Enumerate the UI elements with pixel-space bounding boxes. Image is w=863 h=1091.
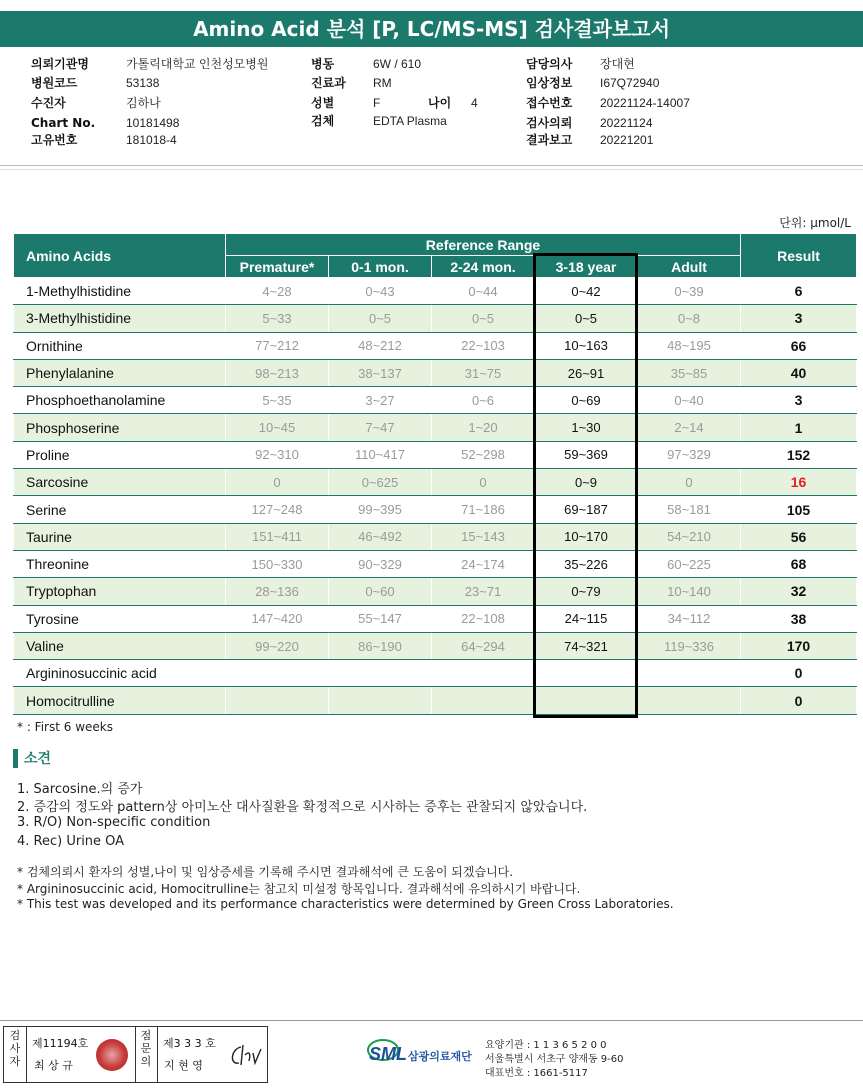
request-label: 검사의뢰 (526, 116, 573, 130)
reference-range-cell: 0~79 (535, 578, 638, 605)
reference-range-cell: 58~181 (638, 496, 741, 523)
amino-acid-name: Phosphoserine (14, 414, 226, 441)
reference-range-cell: 0~6 (432, 387, 535, 414)
table-row (14, 550, 857, 577)
patient-label: 수진자 (31, 96, 66, 110)
reference-range-cell: 52~298 (432, 441, 535, 468)
reference-range-cell: 147~420 (226, 605, 329, 632)
reference-range-cell: 15~143 (432, 523, 535, 550)
request-value: 20221124 (600, 116, 653, 130)
specimen-label: 검체 (311, 114, 335, 128)
reference-range-cell: 92~310 (226, 441, 329, 468)
result-value: 56 (741, 523, 857, 550)
report-title: Amino Acid 분석 [P, LC/MS-MS] 검사결과보고서 (0, 11, 863, 47)
result-value: 38 (741, 605, 857, 632)
reference-range-cell: 59~369 (535, 441, 638, 468)
finding-item: 1. Sarcosine.의 증가 (17, 782, 143, 797)
reference-range-cell (432, 660, 535, 687)
heading-bar (13, 749, 18, 768)
receipt-value: 20221124-14007 (600, 96, 690, 110)
reference-range-cell: 26~91 (535, 359, 638, 386)
reference-range-cell (535, 660, 638, 687)
reference-range-cell (226, 687, 329, 714)
reference-range-cell: 150~330 (226, 550, 329, 577)
reference-range-cell: 46~492 (329, 523, 432, 550)
amino-acid-name: Argininosuccinic acid (14, 660, 226, 687)
signature-box (3, 1026, 268, 1083)
age-value: 4 (471, 96, 478, 110)
col-reference-range: Reference Range (226, 234, 741, 256)
col-result: Result (741, 234, 857, 278)
reference-range-cell: 2~14 (638, 414, 741, 441)
reference-range-cell (329, 687, 432, 714)
result-value: 152 (741, 441, 857, 468)
uid-value: 181018-4 (126, 133, 177, 147)
amino-acid-name: Homocitrulline (14, 687, 226, 714)
amino-acid-table (13, 233, 857, 715)
reference-range-cell: 38~137 (329, 359, 432, 386)
reference-range-cell: 90~329 (329, 550, 432, 577)
table-row (14, 305, 857, 332)
lab-name: 삼광의료재단 (408, 1050, 472, 1063)
signature-icon (227, 1041, 263, 1069)
result-value: 3 (741, 387, 857, 414)
hospital-value: 가톨릭대학교 인천성모병원 (126, 57, 269, 71)
result-value: 170 (741, 632, 857, 659)
reference-range-cell: 31~75 (432, 359, 535, 386)
dept-value: RM (373, 76, 392, 90)
footer-divider (0, 1020, 863, 1021)
reference-range-cell: 4~28 (226, 278, 329, 305)
lab-address: 서울특별시 서초구 양재동 9-60 (485, 1054, 624, 1065)
amino-acid-name: Proline (14, 441, 226, 468)
table-row (14, 523, 857, 550)
ward-label: 병동 (311, 57, 335, 71)
reference-range-cell: 10~163 (535, 332, 638, 359)
reference-range-cell: 77~212 (226, 332, 329, 359)
amino-acid-name: Tyrosine (14, 605, 226, 632)
amino-acid-name: 1-Methylhistidine (14, 278, 226, 305)
table-row (14, 605, 857, 632)
reference-range-cell: 1~20 (432, 414, 535, 441)
patient-value: 김하나 (126, 96, 161, 110)
clinical-value: I67Q72940 (600, 76, 660, 90)
reference-range-cell: 10~170 (535, 523, 638, 550)
col-ref-2-24-mon: 2-24 mon. (432, 256, 535, 278)
reference-range-cell: 0~625 (329, 469, 432, 496)
divider (135, 1027, 136, 1082)
reference-range-cell: 0~5 (535, 305, 638, 332)
reference-range-cell (432, 687, 535, 714)
reference-range-cell (638, 687, 741, 714)
reference-range-cell: 55~147 (329, 605, 432, 632)
age-label: 나이 (428, 96, 452, 110)
reference-range-cell: 0~44 (432, 278, 535, 305)
reference-range-cell: 0~43 (329, 278, 432, 305)
header-divider (0, 165, 863, 166)
table-row (14, 359, 857, 386)
logo-mark: SML (369, 1044, 407, 1064)
amino-acid-name: Sarcosine (14, 469, 226, 496)
reference-range-cell: 98~213 (226, 359, 329, 386)
reference-range-cell: 24~115 (535, 605, 638, 632)
tester-label: 검사자 (9, 1029, 21, 1068)
chart-label: Chart No. (31, 116, 96, 130)
amino-acid-name: Valine (14, 632, 226, 659)
reference-range-cell: 24~174 (432, 550, 535, 577)
table-row (14, 441, 857, 468)
reference-range-cell (329, 660, 432, 687)
reference-range-cell: 35~226 (535, 550, 638, 577)
reference-range-cell: 5~33 (226, 305, 329, 332)
reference-range-cell: 71~186 (432, 496, 535, 523)
reference-range-cell: 3~27 (329, 387, 432, 414)
result-value: 68 (741, 550, 857, 577)
hospital-field: 의뢰기관명 (31, 57, 89, 71)
footnote-premature: * : First 6 weeks (17, 720, 113, 734)
reference-range-cell: 0~39 (638, 278, 741, 305)
amino-acid-name: Ornithine (14, 332, 226, 359)
clinical-label: 임상정보 (526, 76, 573, 90)
reference-range-cell: 0~42 (535, 278, 638, 305)
reference-range-cell: 97~329 (638, 441, 741, 468)
finding-item: 4. Rec) Urine OA (17, 834, 125, 849)
uid-label: 고유번호 (31, 133, 78, 147)
doctor-label: 담당의사 (526, 57, 573, 71)
col-ref-3-18-year: 3-18 year (535, 256, 638, 278)
reference-range-cell: 23~71 (432, 578, 535, 605)
reference-range-cell: 10~45 (226, 414, 329, 441)
result-value: 0 (741, 660, 857, 687)
reference-range-cell: 22~103 (432, 332, 535, 359)
sex-label: 성별 (311, 96, 335, 110)
reference-range-cell: 5~35 (226, 387, 329, 414)
checker-license: 제3 3 3 호 (163, 1037, 216, 1050)
result-value: 66 (741, 332, 857, 359)
note-line: * 검체의뢰시 환자의 성별,나이 및 임상증세를 기록해 주시면 결과해석에 큰 도움이 되겠습니다. (17, 865, 514, 879)
reference-range-cell: 28~136 (226, 578, 329, 605)
reference-range-cell: 0 (226, 469, 329, 496)
reference-range-cell: 34~112 (638, 605, 741, 632)
amino-acid-name: Threonine (14, 550, 226, 577)
amino-acid-name: Tryptophan (14, 578, 226, 605)
lab-org-number: 요양기관 : 1 1 3 6 5 2 0 0 (485, 1040, 607, 1051)
reference-range-cell: 60~225 (638, 550, 741, 577)
result-value: 3 (741, 305, 857, 332)
result-value: 32 (741, 578, 857, 605)
divider (26, 1027, 27, 1082)
col-ref-0-1-mon: 0-1 mon. (329, 256, 432, 278)
reference-range-cell: 22~108 (432, 605, 535, 632)
divider (157, 1027, 158, 1082)
checker-name: 지 현 영 (164, 1059, 203, 1072)
dept-label: 진료과 (311, 76, 346, 90)
reference-range-cell: 0 (432, 469, 535, 496)
unit-label: 단위: µmol/L (779, 216, 851, 230)
col-ref-adult: Adult (638, 256, 741, 278)
lab-phone: 대표번호 : 1661-5117 (485, 1068, 588, 1079)
table-row (14, 632, 857, 659)
result-value: 16 (741, 469, 857, 496)
reference-range-cell: 0~69 (535, 387, 638, 414)
reference-range-cell: 119~336 (638, 632, 741, 659)
table-row (14, 578, 857, 605)
seal-icon (96, 1039, 128, 1071)
header-divider-secondary (0, 169, 863, 170)
table-row (14, 660, 857, 687)
amino-acid-name: Taurine (14, 523, 226, 550)
amino-acid-name: Phenylalanine (14, 359, 226, 386)
finding-item: 3. R/O) Non-specific condition (17, 815, 211, 830)
doctor-value: 장대현 (600, 57, 635, 71)
tester-name: 최 상 규 (34, 1059, 73, 1072)
result-value: 0 (741, 687, 857, 714)
reference-range-cell: 0~40 (638, 387, 741, 414)
reference-range-cell (638, 660, 741, 687)
finding-item: 2. 증감의 정도와 pattern상 아미노산 대사질환을 확정적으로 시사하는 증후는 관찰되지 않았습니다. (17, 800, 588, 815)
result-value: 1 (741, 414, 857, 441)
sex-value: F (373, 96, 381, 110)
amino-acid-name: 3-Methylhistidine (14, 305, 226, 332)
table-row (14, 278, 857, 305)
reference-range-cell: 0~60 (329, 578, 432, 605)
reference-range-cell: 0~8 (638, 305, 741, 332)
reference-range-cell: 54~210 (638, 523, 741, 550)
reference-range-cell: 10~140 (638, 578, 741, 605)
table-row (14, 332, 857, 359)
tester-license: 제11194호 (32, 1037, 89, 1050)
reported-label: 결과보고 (526, 133, 573, 147)
findings-heading-text: 소견 (24, 751, 52, 767)
table-row (14, 387, 857, 414)
reference-range-cell: 7~47 (329, 414, 432, 441)
checker-label: 점문의 (140, 1029, 152, 1068)
note-line: * This test was developed and its performance characteristics were determined by Green Cross Laboratories. (17, 897, 674, 911)
receipt-label: 접수번호 (526, 96, 573, 110)
table-row (14, 414, 857, 441)
col-ref-premature: Premature* (226, 256, 329, 278)
reference-range-cell: 0~5 (432, 305, 535, 332)
table-row (14, 687, 857, 714)
reference-range-cell: 127~248 (226, 496, 329, 523)
ward-value: 6W / 610 (373, 57, 422, 71)
reported-value: 20221201 (600, 133, 654, 147)
reference-range-cell: 48~212 (329, 332, 432, 359)
reference-range-cell: 35~85 (638, 359, 741, 386)
reference-range-cell (226, 660, 329, 687)
reference-range-cell (535, 687, 638, 714)
amino-acid-name: Phosphoethanolamine (14, 387, 226, 414)
reference-range-cell: 0 (638, 469, 741, 496)
reference-range-cell: 64~294 (432, 632, 535, 659)
reference-range-cell: 86~190 (329, 632, 432, 659)
reference-range-cell: 0~5 (329, 305, 432, 332)
reference-range-cell: 48~195 (638, 332, 741, 359)
col-amino-acids: Amino Acids (14, 234, 226, 278)
code-label: 병원코드 (31, 76, 78, 90)
reference-range-cell: 99~220 (226, 632, 329, 659)
chart-value: 10181498 (126, 116, 180, 130)
table-row (14, 469, 857, 496)
result-value: 40 (741, 359, 857, 386)
reference-range-cell: 0~9 (535, 469, 638, 496)
reference-range-cell: 1~30 (535, 414, 638, 441)
result-value: 105 (741, 496, 857, 523)
reference-range-cell: 74~321 (535, 632, 638, 659)
reference-range-cell: 69~187 (535, 496, 638, 523)
reference-range-cell: 99~395 (329, 496, 432, 523)
table-row (14, 496, 857, 523)
result-value: 6 (741, 278, 857, 305)
amino-acid-name: Serine (14, 496, 226, 523)
note-line: * Argininosuccinic acid, Homocitrulline는 참고치 미설정 항목입니다. 결과해석에 유의하시기 바랍니다. (17, 882, 581, 896)
code-value: 53138 (126, 76, 160, 90)
findings-heading (13, 749, 51, 769)
reference-range-cell: 110~417 (329, 441, 432, 468)
specimen-value: EDTA Plasma (373, 114, 447, 128)
reference-range-cell: 151~411 (226, 523, 329, 550)
